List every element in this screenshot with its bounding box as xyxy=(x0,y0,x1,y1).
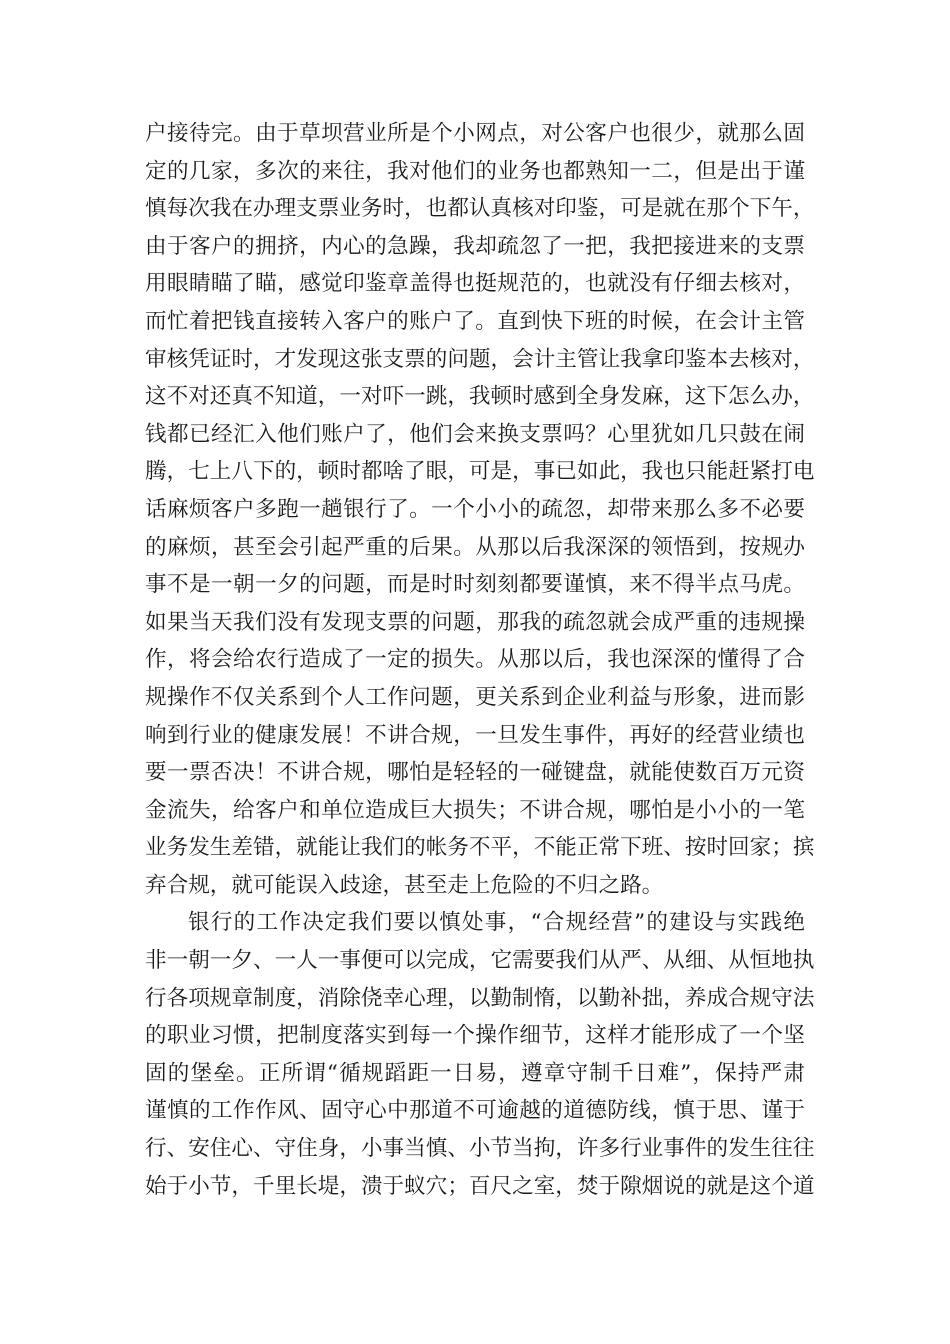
text-line: 定的几家，多次的来往，我对他们的业务也都熟知一二，但是出于谨 xyxy=(145,158,805,184)
text-line: 银行的工作决定我们要以慎处事，“合规经营”的建设与实践绝 xyxy=(188,910,805,936)
text-line: 弃合规，就可能误入歧途，甚至走上危险的不归之路。 xyxy=(145,872,664,898)
text-line: 金流失，给客户和单位造成巨大损失；不讲合规，哪怕是小小的一笔 xyxy=(145,797,805,823)
text-line: 行各项规章制度，消除侥幸心理，以勤制惰，以勤补拙，养成合规守法 xyxy=(145,985,815,1011)
text-line: 用眼睛瞄了瞄，感觉印鉴章盖得也挺规范的，也就没有仔细去核对， xyxy=(145,271,805,297)
text-line: 非一朝一夕、一人一事便可以完成，它需要我们从严、从细、从恒地执 xyxy=(145,948,815,974)
text-line: 行、安住心、守住身，小事当慎、小节当拘，许多行业事件的发生往往 xyxy=(145,1136,815,1162)
paragraph-2 xyxy=(145,904,815,1205)
text-line: 谨慎的工作作风、固守心中那道不可逾越的道德防线，慎于思、谨于 xyxy=(145,1098,805,1124)
text-line: 钱都已经汇入他们账户了，他们会来换支票吗？心里犹如几只鼓在闹 xyxy=(145,421,805,447)
text-line: 由于客户的拥挤，内心的急躁，我却疏忽了一把，我把接进来的支票 xyxy=(145,233,805,259)
text-line: 这不对还真不知道，一对吓一跳，我顿时感到全身发麻，这下怎么办， xyxy=(145,384,815,410)
text-line: 始于小节，千里长堤，溃于蚁穴；百尺之室，焚于隙烟说的就是这个道 xyxy=(145,1173,815,1199)
text-line: 规操作不仅关系到个人工作问题，更关系到企业利益与形象，进而影 xyxy=(145,684,805,710)
text-line: 户接待完。由于草坝营业所是个小网点，对公客户也很少，就那么固 xyxy=(145,121,805,146)
text-line: 审核凭证时，才发现这张支票的问题，会计主管让我拿印鉴本去核对， xyxy=(145,346,815,372)
text-line: 的麻烦，甚至会引起严重的后果。从那以后我深深的领悟到，按规办 xyxy=(145,534,805,560)
text-line: 的职业习惯，把制度落实到每一个操作细节，这样才能形成了一个坚 xyxy=(145,1023,805,1049)
text-line: 而忙着把钱直接转入客户的账户了。直到快下班的时候，在会计主管 xyxy=(145,308,805,334)
text-line: 话麻烦客户多跑一趟银行了。一个小小的疏忽，却带来那么多不必要 xyxy=(145,496,805,522)
text-line: 作，将会给农行造成了一定的损失。从那以后，我也深深的懂得了合 xyxy=(145,647,805,673)
text-line: 如果当天我们没有发现支票的问题，那我的疏忽就会成严重的违规操 xyxy=(145,609,805,635)
text-line: 慎每次我在办理支票业务时，也都认真核对印鉴，可是就在那个下午， xyxy=(145,196,815,222)
text-line: 业务发生差错，就能让我们的帐务不平，不能正常下班、按时回家；摈 xyxy=(145,835,815,861)
text-line: 响到行业的健康发展！不讲合规，一旦发生事件，再好的经营业绩也 xyxy=(145,722,805,748)
text-line: 固的堡垒。正所谓“循规蹈距一日易，遵章守制千日难”，保持严肃 xyxy=(145,1060,805,1086)
document-page xyxy=(145,115,815,1205)
paragraph-1 xyxy=(145,115,815,904)
text-line: 要一票否决！不讲合规，哪怕是轻轻的一碰键盘，就能使数百万元资 xyxy=(145,760,805,786)
text-line: 腾，七上八下的，顿时都啥了眼，可是，事已如此，我也只能赶紧打电 xyxy=(145,459,815,485)
text-line: 事不是一朝一夕的问题，而是时时刻刻都要谨慎，来不得半点马虎。 xyxy=(145,572,805,598)
